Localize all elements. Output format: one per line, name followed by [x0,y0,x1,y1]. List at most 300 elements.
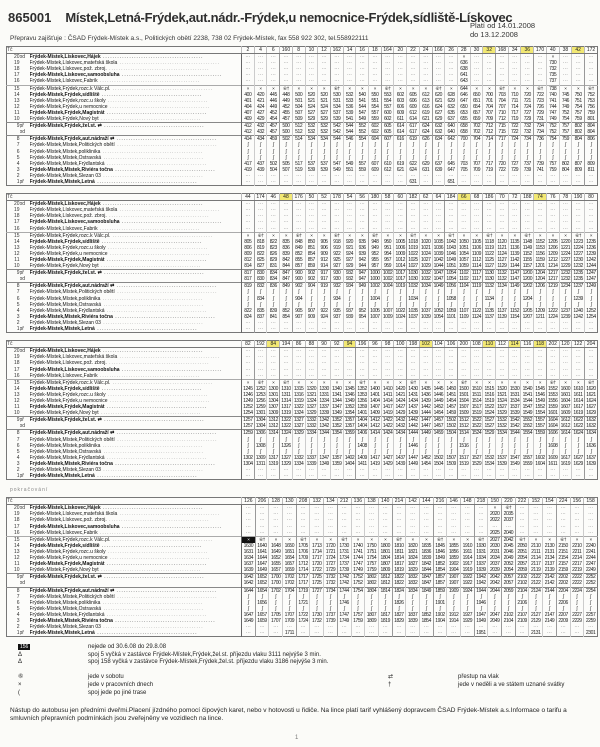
time-cell: 13 19 [268,460,279,467]
time-cell: 5 39 [305,167,318,173]
course-number: 4 [254,47,267,54]
time-cell: 4 45 [267,92,280,98]
time-cell: 7 07 [496,104,509,110]
time-cell: 5 00 [292,92,305,98]
empty-cell: ··· [407,348,420,355]
time-cell: 12 06 [535,283,545,290]
empty-cell: ʃ [292,155,305,161]
empty-cell: ʃ [369,302,382,308]
train-transfer-icon: ⇄ [110,587,115,594]
day-restriction-symbol: × [267,232,280,239]
stop-name: Frýdek-Místek,Místek,Frýdlantská ..... [30,612,242,618]
empty-cell: ʃ [521,155,534,161]
course-number: 88 [305,341,318,348]
time-cell: 11 27 [497,257,507,263]
time-cell: 9 39 [356,251,369,257]
empty-cell: ʃ [254,289,267,295]
time-cell: 15 01 [459,391,469,398]
empty-cell: ʃ [584,149,597,155]
time-cell: 13 54 [344,410,355,417]
empty-cell: ··· [392,524,406,530]
empty-cell: ʃ [470,302,483,308]
empty-cell: ··· [457,219,470,225]
timetable-block-1 [6,46,598,186]
time-cell: 16 09 [547,454,558,461]
time-cell: 21 04 [502,618,516,624]
time-cell: 14 09 [370,410,380,417]
empty-cell: ··· [432,354,445,360]
time-cell: 7 44 [546,104,559,110]
empty-cell: ··· [508,66,521,72]
time-cell: 12 35 [573,270,583,277]
empty-cell: ··· [559,226,572,233]
time-cell: 20 49 [488,618,502,624]
time-cell: 15 24 [484,410,494,417]
empty-cell: ··· [381,78,394,85]
empty-cell: ··· [292,219,305,225]
course-number: 90 [318,341,331,348]
time-cell: 6 32 [432,123,445,130]
empty-cell: ʃ [529,600,543,606]
empty-cell: ··· [483,179,496,186]
time-cell: 13 09 [268,410,279,417]
time-cell: 12 23 [573,238,583,245]
time-cell: 12 04 [535,270,545,277]
empty-cell: ʃ [242,289,255,295]
time-cell: 13 29 [306,410,317,417]
time-cell: 6 19 [419,110,432,116]
course-number: 34 [508,47,521,54]
time-cell: 19 19 [461,567,475,574]
empty-cell: ʃ [242,437,255,443]
empty-cell: ʃ [521,443,534,449]
empty-cell: ··· [254,348,267,355]
empty-cell: ʃ [432,142,445,148]
empty-cell: ··· [461,505,475,512]
empty-cell: ʃ [369,449,382,455]
time-cell: 8 55 [292,257,305,263]
stop-tariff-number: 20 [13,201,20,208]
time-cell: 21 22 [529,580,543,587]
time-cell: 6 39 [432,167,445,173]
day-restriction-symbol: ⑥† [584,379,597,386]
time-cell: 15 04 [459,397,469,404]
time-cell: 5 32 [305,129,318,136]
time-cell: 20 59 [515,567,529,574]
empty-cell: ··· [337,630,351,637]
time-cell: 8 18 [254,239,267,245]
empty-cell: ··· [378,624,392,630]
time-cell: 10 44 [433,263,444,270]
time-cell: 6 40 [445,129,458,136]
time-cell: 16 59 [283,567,297,574]
empty-cell: ··· [394,72,407,78]
empty-cell: ··· [280,78,293,85]
empty-cell: ··· [267,219,280,225]
empty-cell: ··· [584,213,597,219]
empty-cell: ··· [369,60,382,66]
time-cell: 7 57 [546,161,559,167]
time-cell: 18 02 [365,580,379,587]
empty-cell: ··· [351,505,365,512]
time-cell: 14 01 [370,391,380,398]
empty-cell: ··· [407,326,420,333]
time-cell: 13 20 [306,385,317,392]
time-cell: 13 21 [306,391,317,398]
course-number: 104 [432,341,445,348]
empty-cell: ʃ [546,449,559,455]
empty-cell: ʃ [521,149,534,155]
empty-cell: ··· [305,54,318,61]
time-cell: 6 45 [445,161,458,167]
empty-cell: ʃ [502,606,516,612]
empty-cell: ʃ [534,296,547,302]
time-cell: 20 44 [488,587,502,594]
empty-cell: ʃ [534,302,547,308]
time-cell: 12 11 [535,313,545,320]
day-restriction-symbol: × [356,232,369,239]
empty-cell: ··· [470,326,483,333]
empty-cell: ʃ [242,594,256,600]
arrival-departure-marker: př [20,574,30,581]
time-cell: 18 22 [392,574,406,581]
time-cell: 6 13 [419,98,432,104]
empty-cell: ··· [351,517,365,523]
empty-cell: ··· [470,213,483,219]
time-cell: 16 29 [586,410,596,417]
time-cell: 20 51 [515,549,529,555]
empty-cell: ʃ [330,149,343,155]
time-cell: 14 45 [433,385,444,392]
empty-cell: ··· [242,505,256,512]
empty-cell: ··· [419,207,432,213]
notes-section [18,644,596,667]
time-cell: 17 24 [296,618,310,624]
time-cell: 16 17 [560,454,571,461]
day-restriction-symbol: ⑥† [572,232,585,239]
empty-cell: ··· [407,54,420,61]
arrival-departure-marker [20,116,30,123]
course-number: 186 [483,194,496,201]
empty-cell: ··· [572,72,585,78]
empty-cell: ··· [292,213,305,219]
empty-cell: ··· [496,179,509,186]
time-cell: 6 21 [394,167,407,173]
time-cell: 21 51 [556,549,570,555]
empty-cell: ʃ [280,449,293,455]
empty-cell: ʃ [356,155,369,161]
time-cell: 9 24 [343,251,356,257]
time-cell: 11 37 [484,313,494,320]
time-cell: 16 57 [283,561,297,567]
empty-cell: ··· [570,624,584,630]
empty-cell: ··· [457,173,470,179]
time-cell: 7 46 [559,98,572,104]
time-cell: 20 35 [502,511,516,517]
time-cell: 19 30 [474,543,488,549]
time-cell: 9 07 [292,314,305,320]
time-cell: 10 57 [459,257,469,263]
empty-cell: ··· [267,467,280,473]
time-cell: 13 27 [293,417,304,424]
empty-cell: ··· [310,505,324,512]
empty-cell: ʃ [534,149,547,155]
empty-cell: ʃ [381,149,394,155]
time-cell: 18 27 [406,561,420,567]
time-cell: 11 49 [510,283,520,290]
time-cell: 17 27 [310,587,324,594]
empty-cell: ··· [330,226,343,233]
empty-cell: ··· [572,207,585,213]
empty-cell: ··· [470,78,483,85]
time-cell: 15 11 [471,391,482,398]
time-cell: 14 52 [433,404,444,411]
time-cell: 5 54 [369,104,382,110]
time-cell: 6 24 [407,167,420,173]
empty-cell: ··· [483,207,496,213]
time-cell: 6 12 [407,110,420,116]
time-cell: 8 07 [572,161,585,167]
time-cell: 19 24 [461,587,475,594]
sunday-holiday-icon: † [388,681,392,688]
empty-cell: ʃ [378,600,392,606]
empty-cell: ··· [356,373,369,380]
day-restriction-symbol: × [378,536,392,543]
time-cell: 4 00 [242,92,255,98]
time-cell: 10 52 [433,307,444,314]
empty-cell: ··· [432,207,445,213]
time-cell: 20 42 [488,574,502,581]
day-restriction-symbol: × [343,85,356,92]
day-restriction-symbol: ⑥† [474,536,488,543]
course-number: 152 [529,498,543,505]
time-cell: 5 14 [292,136,305,143]
empty-cell: ʃ [305,302,318,308]
time-cell: 13 45 [344,385,355,392]
empty-cell: ··· [369,219,382,225]
stop-name: Frýdek-Místek,Místek,Riviéra točna ..... [30,618,242,624]
time-cell: 7 14 [508,104,521,110]
empty-cell: ··· [269,630,283,637]
time-cell: 5 47 [330,161,343,167]
time-cell: 14 14 [370,430,380,437]
empty-cell: ʃ [419,155,432,161]
empty-cell: ··· [318,219,331,225]
empty-cell: ··· [543,511,557,517]
time-cell: 15 49 [535,397,545,404]
time-cell: 15 52 [522,417,533,424]
empty-cell: ··· [267,320,280,326]
empty-cell: ··· [324,524,338,530]
empty-cell: ··· [445,473,458,480]
time-cell: 19 04 [447,567,461,574]
empty-cell: ··· [529,505,543,512]
time-cell: 17 24 [324,555,338,561]
time-cell: 15 22 [484,404,494,411]
time-cell: 8 31 [267,263,280,270]
empty-cell: ··· [280,213,293,219]
empty-cell: ··· [570,630,584,637]
time-cell: 18 02 [365,574,379,581]
time-cell: 12 39 [560,313,571,320]
empty-cell: ʃ [305,296,318,302]
time-cell: 10 19 [408,244,418,251]
time-cell: 7 00 [457,136,470,143]
empty-cell: ··· [457,467,470,473]
time-cell: 13 29 [281,460,291,467]
course-number: 168 [496,47,509,54]
time-cell: 17 42 [337,580,351,587]
empty-cell: ··· [419,630,433,637]
empty-cell: ··· [254,179,267,186]
empty-cell: ʃ [343,443,356,449]
time-cell: 6 06 [407,98,420,104]
empty-cell: ··· [432,326,445,333]
empty-cell: ··· [369,467,382,473]
time-cell: 17 46 [337,600,351,606]
time-cell: 12 54 [243,410,253,417]
empty-cell: ··· [356,213,369,219]
course-number: 58 [381,194,394,201]
time-cell: 21 11 [529,549,543,555]
time-cell: 9 49 [369,245,382,251]
time-cell: 20 54 [502,567,516,574]
empty-cell: ··· [267,473,280,480]
empty-cell: ··· [305,226,318,233]
time-cell: 8 26 [267,251,280,257]
time-cell: 13 49 [332,410,342,417]
time-cell: 9 48 [369,239,382,245]
day-restriction-symbol: × [572,379,585,386]
course-number: 206 [255,498,269,505]
time-cell: 8 54 [280,314,293,320]
empty-cell: ··· [508,72,521,78]
empty-cell: ··· [470,72,483,78]
empty-cell: ··· [584,54,597,61]
day-restriction-symbol: × [269,536,283,543]
empty-cell: ʃ [356,289,369,295]
empty-cell: ··· [470,473,483,480]
time-cell: 14 01 [357,410,367,417]
time-cell: 7 54 [546,136,559,143]
empty-cell: ··· [496,207,509,213]
time-cell: 16 55 [269,561,283,567]
time-cell: 5 29 [318,116,331,123]
course-number: 142 [406,498,420,505]
time-cell: 14 51 [446,391,456,398]
empty-cell: ʃ [318,443,331,449]
time-cell: 5 57 [369,110,382,116]
time-cell: 15 49 [522,410,533,417]
time-cell: 7 17 [496,136,509,143]
course-number: 14 [343,47,356,54]
time-cell: 12 02 [522,283,533,290]
time-cell: 12 59 [255,404,266,411]
course-number: 76 [546,194,559,201]
empty-cell: ··· [570,524,584,530]
empty-cell: ··· [296,524,310,530]
empty-cell: ··· [242,630,256,637]
time-cell: 11 49 [522,244,532,251]
empty-cell: ··· [343,201,356,208]
time-cell: 10 22 [408,250,418,257]
empty-cell: ʃ [470,449,483,455]
time-cell: 8 42 [280,257,293,263]
empty-cell: ··· [369,320,382,326]
time-cell: 5 39 [330,116,343,123]
empty-cell: ʃ [559,289,572,295]
empty-cell: ··· [584,173,597,179]
empty-cell: ··· [369,78,382,85]
time-cell: 8 09 [572,167,585,173]
empty-cell: ··· [337,517,351,523]
empty-cell: ··· [508,78,521,85]
time-cell: 13 40 [332,385,342,392]
time-cell: 14 00 [370,385,380,392]
time-cell: 6 09 [394,110,407,116]
empty-cell: ··· [242,320,255,326]
course-number: 176 [292,194,305,201]
empty-cell: ··· [445,320,458,326]
course-number: 184 [445,194,458,201]
time-cell: 12 29 [560,263,571,270]
empty-cell: ʃ [351,594,365,600]
empty-cell: ··· [457,226,470,233]
time-cell: 18 55 [447,543,461,549]
empty-cell: ··· [254,360,267,366]
empty-cell: ··· [445,467,458,473]
stop-tariff-number: 7 [16,593,20,600]
day-restriction-symbol: × [496,379,509,386]
time-cell: 17 13 [310,543,324,549]
time-cell: 14 59 [446,410,456,417]
empty-cell: ʃ [407,155,420,161]
time-cell: 13 17 [281,404,291,411]
empty-cell: ··· [318,326,331,333]
inverted-course-symbol: 156 [20,644,29,651]
time-cell: 10 30 [408,276,418,283]
empty-cell: ··· [470,348,483,355]
time-cell: 7 57 [572,110,585,116]
time-cell: 13 10 [281,385,291,392]
empty-cell: ··· [508,207,521,213]
empty-cell: ··· [521,207,534,213]
time-cell: 7 59 [559,136,572,143]
course-number: 118 [534,341,547,348]
train-transfer-icon: ⇄ [388,673,394,680]
empty-cell: ʃ [356,302,369,308]
empty-cell: ··· [419,201,432,208]
footer-text: Nástup do autobusu jen předními dveřmi.Placení jízdného pomocí čipových karet, nebo v hotovosti u řidiče. Na lince platí tarif vyhlášený dopravcem ČSAD Frýdek-Místek a.s.Informace o tarifu a smluvních přepravních podmínkách jsou zveřejněny ve vozidlech na lince. [10,706,567,722]
time-cell: 21 34 [543,555,557,561]
time-cell: 15 02 [446,423,456,430]
time-cell: 6 58 [457,129,470,136]
time-cell: 12 40 [573,307,583,314]
time-cell: 16 49 [242,618,256,624]
stop-tariff-number: 12 [13,103,20,110]
empty-cell: ··· [365,530,379,537]
empty-cell: ··· [305,201,318,208]
empty-cell: ··· [508,60,521,66]
empty-cell: ··· [470,373,483,380]
empty-cell: ··· [584,517,598,523]
time-cell: 17 09 [296,555,310,561]
stop-name: Frýdek-Místek,Místek,poliklinika ..... [30,600,242,606]
time-cell: 22 59 [584,618,598,624]
stop-tariff-number: 7 [16,142,20,149]
time-cell: 7 38 [546,85,559,92]
empty-cell: ··· [242,201,255,208]
